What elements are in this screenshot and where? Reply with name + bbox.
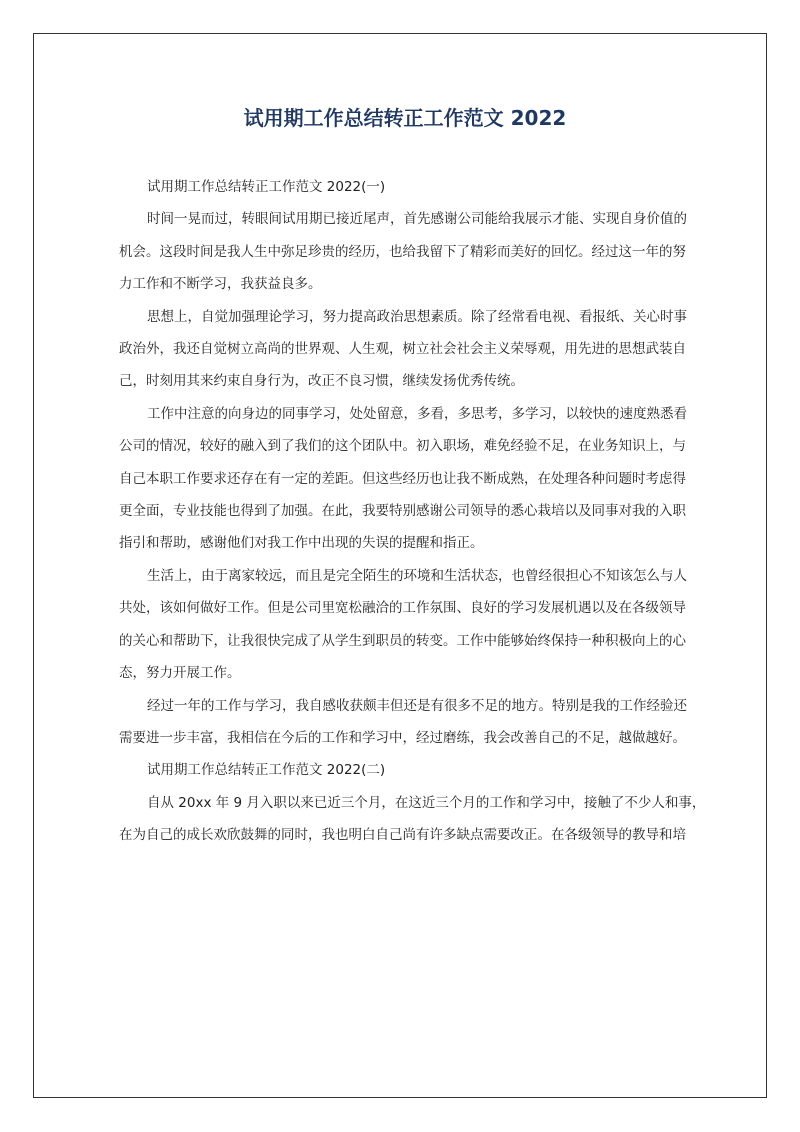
text-line: 在为自己的成长欢欣鼓舞的同时，我也明白自己尚有许多缺点需要改正。在各级领导的教导和培 [119, 827, 686, 844]
text-line: 机会。这段时间是我人生中弥足珍贵的经历，也给我留下了精彩而美好的回忆。经过这一年的努 [119, 243, 686, 260]
section-heading-1 [119, 171, 691, 203]
text-line: 公司的情况，较好的融入到了我们的这个团队中。初入职场，难免经验不足，在业务知识上，与 [119, 438, 686, 455]
text-line: 的关心和帮助下，让我很快完成了从学生到职员的转变。工作中能够始终保持一种积极向上的心 [119, 632, 686, 649]
text-line: 时间一晃而过，转眼间试用期已接近尾声，首先感谢公司能给我展示才能、实现自身价值的 [147, 211, 687, 228]
text-line: 共处，该如何做好工作。但是公司里宽松融洽的工作氛围、良好的学习发展机遇以及在各级领导 [119, 600, 686, 617]
text-line: 试用期工作总结转正工作范文 2022(二) [147, 762, 386, 779]
paragraph-thought [119, 301, 691, 398]
text-line: 试用期工作总结转正工作范文 2022(一) [147, 179, 386, 195]
text-line: 工作中注意的向身边的同事学习，处处留意，多看，多思考，多学习，以较快的速度熟悉看 [147, 405, 687, 422]
text-line: 政治外，我还自觉树立高尚的世界观、人生观，树立社会社会主义荣辱观，用先进的思想武装自 [119, 341, 686, 358]
paragraph-intro [119, 203, 691, 300]
text-line: 自从 20xx 年 9 月入职以来已近三个月，在这近三个月的工作和学习中，接触了不少人和事， [147, 794, 706, 811]
document-title: 试用期工作总结转正工作范文 2022 [243, 106, 567, 130]
text-line: 更全面，专业技能也得到了加强。在此，我要特别感谢公司领导的悉心栽培以及同事对我的入职 [119, 503, 686, 520]
text-line: 态，努力开展工作。 [119, 665, 241, 682]
section-heading-2 [119, 754, 691, 786]
text-line: 思想上，自觉加强理论学习，努力提高政治思想素质。除了经常看电视、看报纸、关心时事 [147, 308, 687, 325]
document-body [119, 95, 706, 852]
text-line: 生活上，由于离家较远，而且是完全陌生的环境和生活状态，也曾经很担心不知该怎么与人 [147, 567, 687, 584]
paragraph-work [119, 398, 691, 560]
text-line: 经过一年的工作与学习，我自感收获颇丰但还是有很多不足的地方。特别是我的工作经验还 [147, 697, 687, 714]
text-line: 己，时刻用其来约束自身行为，改正不良习惯，继续发扬优秀传统。 [119, 373, 524, 390]
text-line: 自己本职工作要求还存在有一定的差距。但这些经历也让我不断成熟，在处理各种问题时考虑得 [119, 470, 686, 487]
paragraph-summary [119, 690, 691, 755]
paragraph-second-intro [119, 787, 706, 852]
text-line: 指引和帮助，感谢他们对我工作中出现的失误的提醒和指正。 [119, 535, 484, 552]
paragraph-life [119, 560, 691, 690]
text-line: 需要进一步丰富，我相信在今后的工作和学习中，经过磨练，我会改善自己的不足，越做越好。 [119, 729, 686, 746]
text-line: 力工作和不断学习，我获益良多。 [119, 276, 322, 293]
